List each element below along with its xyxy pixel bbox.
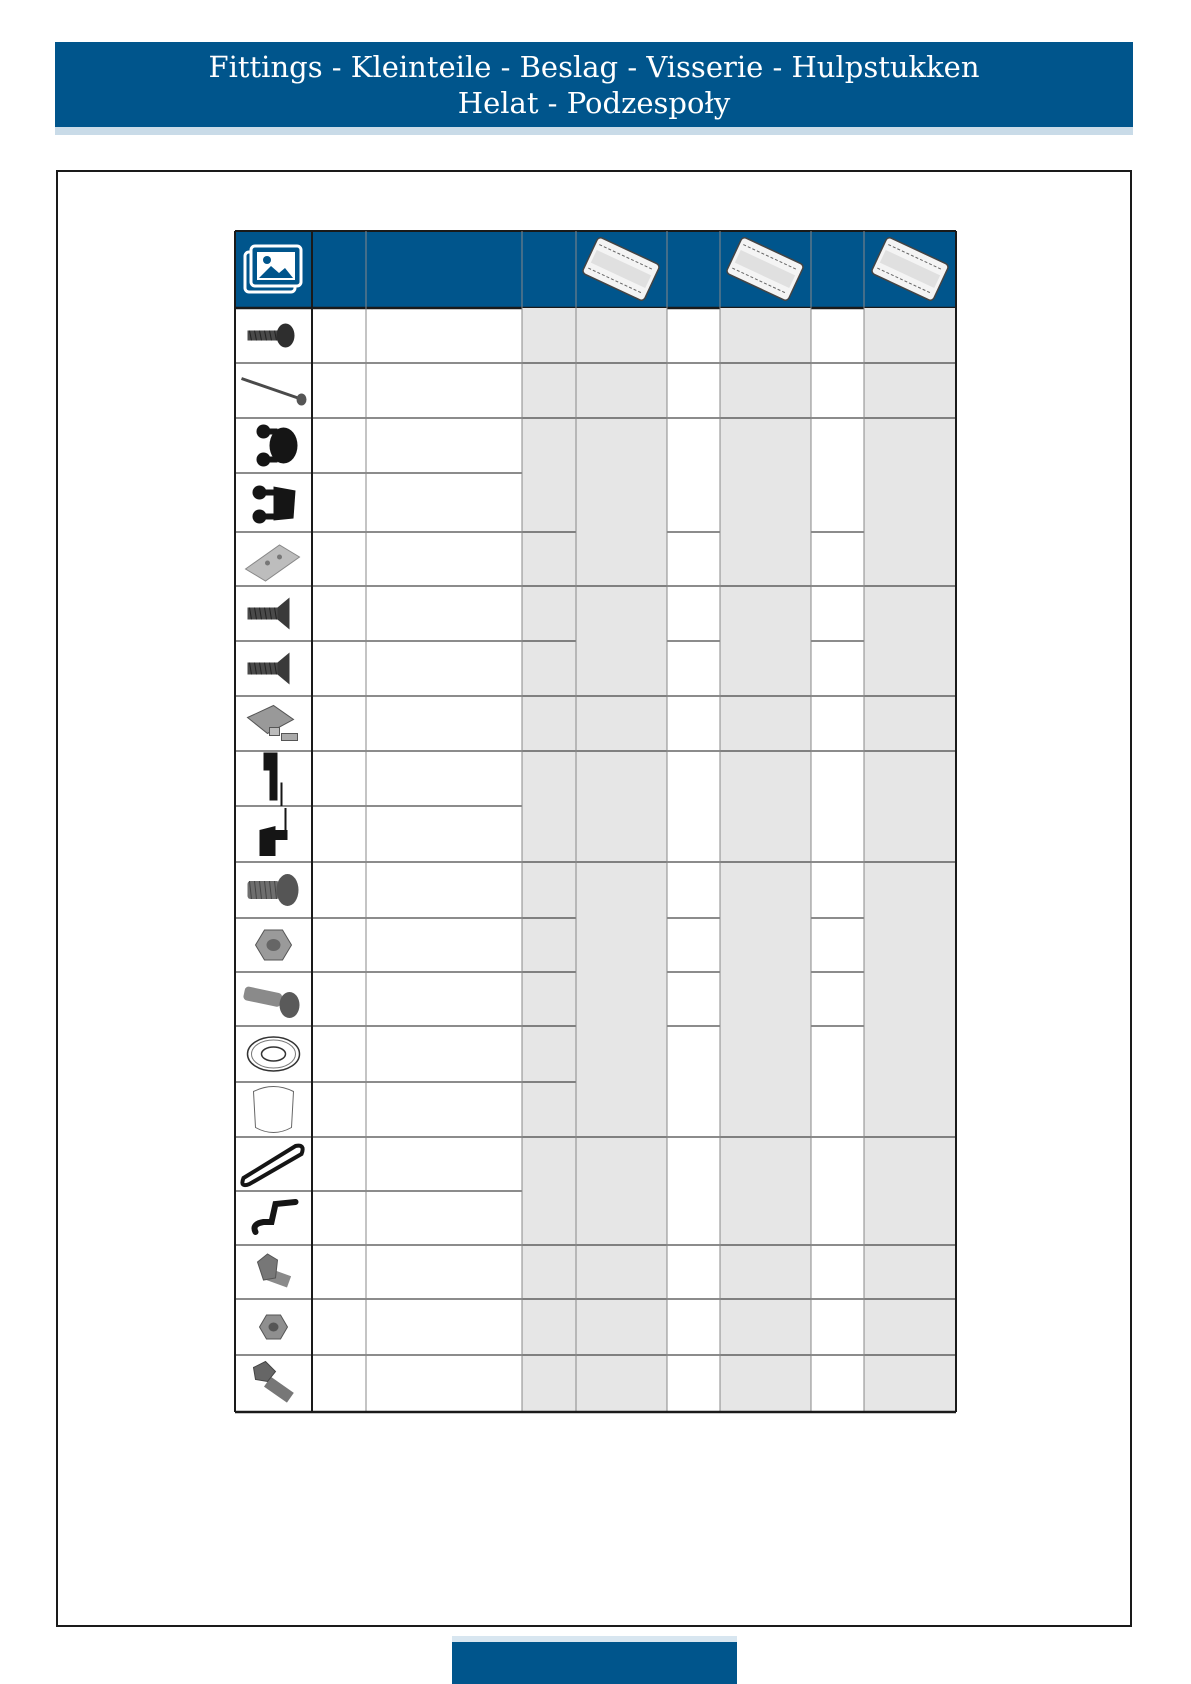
socket-bolt-icon <box>254 1362 294 1403</box>
plastic-cap-icon <box>254 1087 294 1133</box>
countersunk-screw-icon <box>248 598 290 630</box>
header-title-line1: Fittings - Kleinteile - Beslag - Visserie - Hulpstukken <box>208 49 980 84</box>
shaded-column <box>522 308 576 1412</box>
shaded-column <box>864 308 956 1412</box>
small-hex-nut-icon <box>260 1315 288 1339</box>
shaded-column <box>720 308 811 1412</box>
ball-stud-plate-icon <box>253 486 296 524</box>
countersunk-screw-short-icon <box>248 653 290 685</box>
rubber-strap-icon <box>242 1146 302 1185</box>
header-title-line2: Helat - Podzespoły <box>457 85 731 120</box>
image-gallery-icon <box>245 246 301 292</box>
latch-bolt-icon <box>248 706 298 741</box>
pan-head-screw-icon <box>248 324 295 348</box>
hex-nut-icon <box>256 930 292 960</box>
cable-clip-icon <box>255 1202 296 1232</box>
footer-bar <box>452 1642 737 1684</box>
shaded-column <box>576 308 667 1412</box>
flat-washer-icon <box>248 1037 300 1071</box>
angle-bracket-long-icon <box>264 753 282 807</box>
metal-plate-icon <box>246 545 300 581</box>
angle-bracket-short-icon <box>260 808 288 856</box>
hex-bolt-icon <box>258 1254 292 1288</box>
machine-screw-icon <box>248 874 299 906</box>
ball-stud-round-icon <box>257 425 298 467</box>
pan-head-bolt-icon <box>243 986 300 1018</box>
long-bolt-icon <box>242 379 307 406</box>
